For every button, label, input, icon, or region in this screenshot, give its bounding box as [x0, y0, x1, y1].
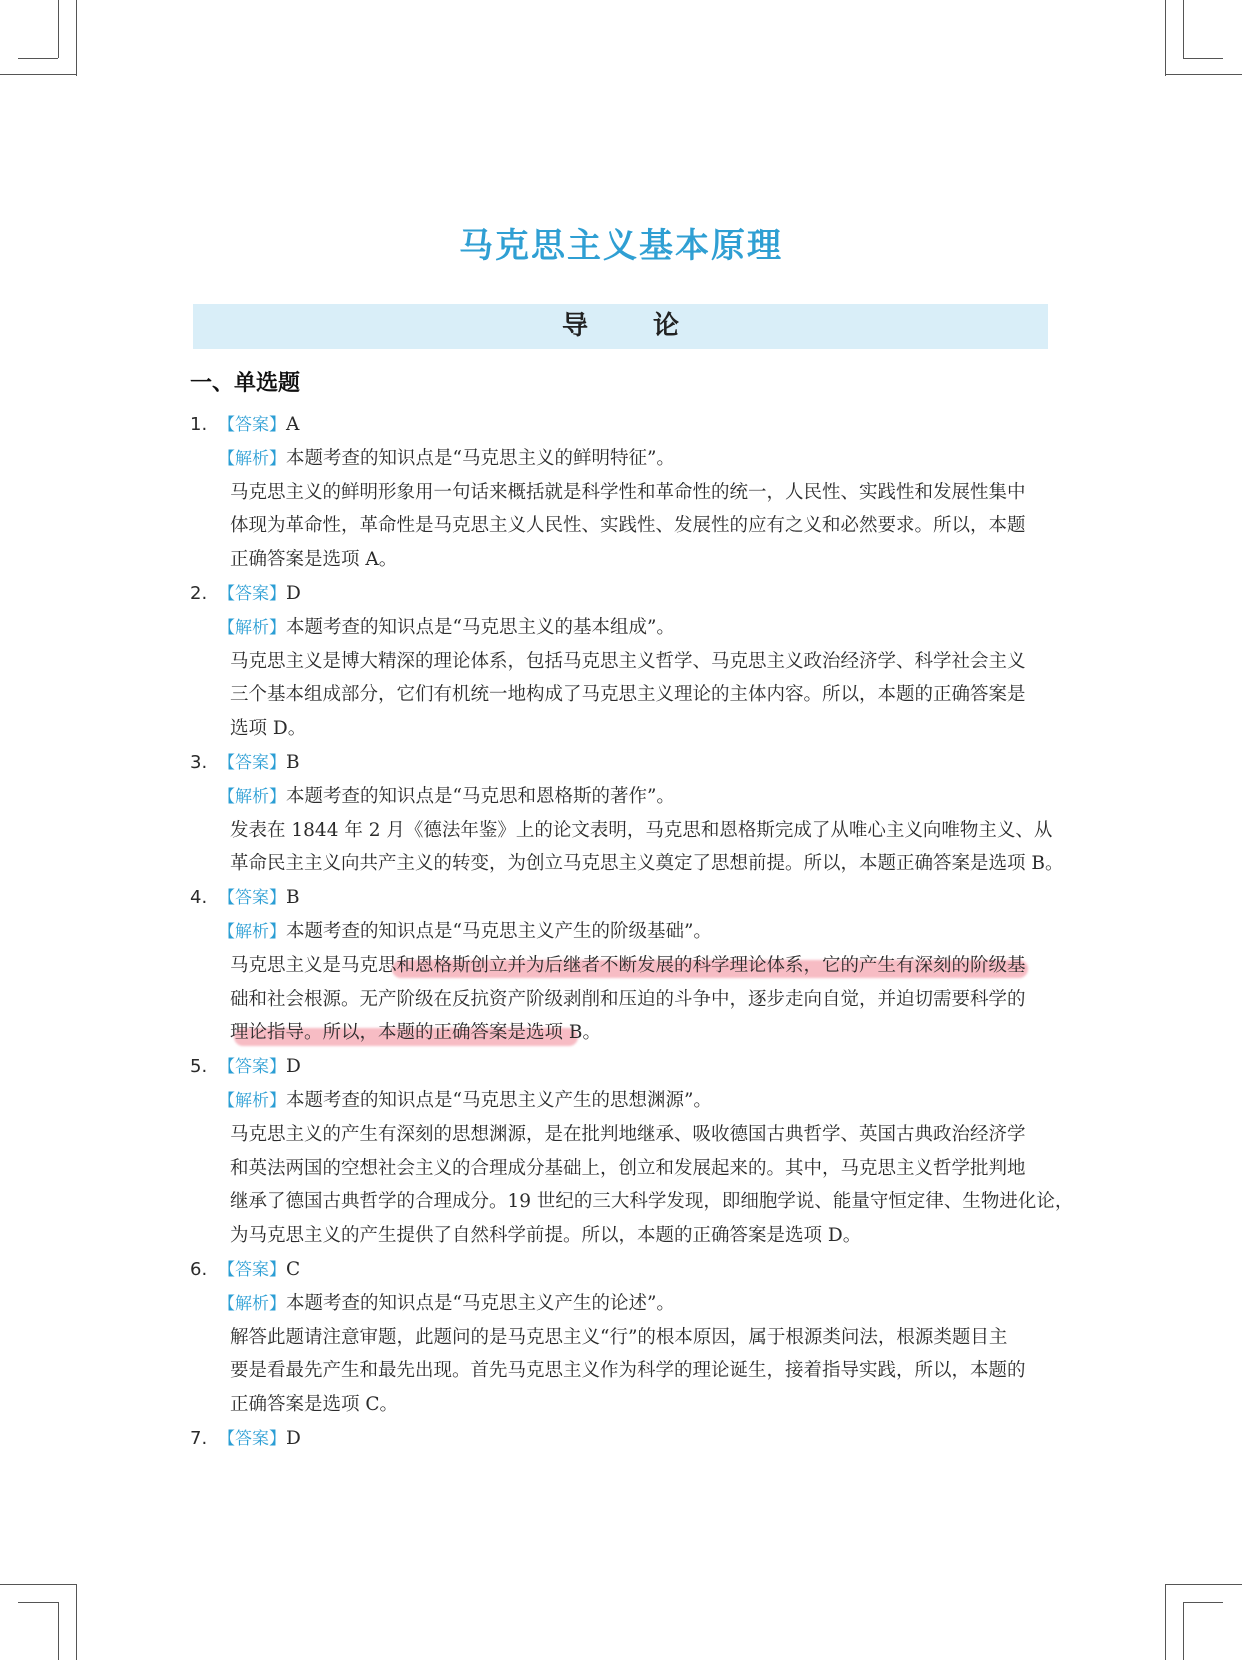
question-number: 6.	[190, 1259, 208, 1280]
analysis-tag: 【解析】	[218, 1293, 286, 1314]
explanation-line: 马克思主义的鲜明形象用一句话来概括就是科学性和革命性的统一，人民性、实践性和发展性集中	[230, 481, 1026, 503]
answer-line	[218, 1253, 300, 1287]
answer-tag: 【答案】	[218, 1260, 286, 1280]
analysis-text: 本题考查的知识点是“马克思主义产生的思想渊源”。	[286, 1090, 712, 1111]
answer-tag: 【答案】	[218, 415, 286, 435]
explanation-line: 解答此题请注意审题，此题问的是马克思主义“行”的根本原因，属于根源类问法，根源类题目主	[230, 1326, 1008, 1348]
answer-tag: 【答案】	[218, 1057, 286, 1078]
crop-mark-bottom-right-v2	[1183, 1602, 1184, 1660]
explanation-line: 体现为革命性，革命性是马克思主义人民性、实践性、发展性的应有之义和必然要求。所以，本题	[230, 515, 1026, 537]
analysis-line	[218, 442, 675, 476]
answer-line	[218, 408, 299, 442]
explanation-line: 三个基本组成部分，它们有机统一地构成了马克思主义理论的主体内容。所以，本题的正确答案是	[230, 684, 1026, 706]
explanation-line: 继承了德国古典哲学的合理成分。19 世纪的三大科学发现，即细胞学说、能量守恒定律、生物进化论，	[230, 1191, 1074, 1213]
analysis-text: 本题考查的知识点是“马克思主义的基本组成”。	[286, 616, 675, 638]
analysis-line	[218, 780, 675, 814]
crop-mark-top-left-v2	[58, 0, 59, 58]
answer-value: D	[286, 1428, 301, 1449]
explanation-line: 正确答案是选项 A。	[230, 549, 398, 571]
crop-mark-top-left-h	[0, 74, 76, 75]
analysis-tag: 【解析】	[218, 1091, 286, 1111]
explanation-line: 础和社会根源。无产阶级在反抗资产阶级剥削和压迫的斗争中，逐步走向自觉，并迫切需要科学的	[230, 988, 1026, 1010]
explanation-line: 为马克思主义的产生提供了自然科学前提。所以，本题的正确答案是选项 D。	[230, 1225, 862, 1247]
analysis-line	[218, 611, 675, 645]
explanation-line: 革命民主主义向共产主义的转变，为创立马克思主义奠定了思想前提。所以，本题正确答案是选项 B。	[230, 853, 1064, 875]
crop-mark-bottom-left-v	[76, 1584, 77, 1660]
crop-mark-top-right-v2	[1183, 0, 1184, 58]
question-number: 5.	[190, 1056, 208, 1078]
question-number: 2.	[190, 583, 208, 604]
crop-mark-bottom-right-v	[1165, 1584, 1166, 1660]
answer-line	[218, 1050, 301, 1084]
crop-mark-bottom-left-v2	[58, 1602, 59, 1660]
analysis-tag: 【解析】	[218, 448, 286, 469]
answer-tag: 【答案】	[218, 753, 286, 773]
crop-mark-top-left-h2	[18, 58, 58, 59]
answer-value: B	[286, 887, 300, 909]
crop-mark-top-left-v	[76, 0, 77, 76]
answer-tag: 【答案】	[218, 888, 286, 909]
section-heading: 一、单选题	[190, 371, 301, 396]
analysis-text: 本题考查的知识点是“马克思主义产生的论述”。	[286, 1292, 675, 1314]
analysis-line	[218, 915, 712, 949]
crop-mark-bottom-right-h	[1165, 1584, 1242, 1585]
answer-value: B	[286, 752, 300, 773]
explanation-line: 马克思主义是博大精深的理论体系，包括马克思主义哲学、马克思主义政治经济学、科学社会主义	[230, 650, 1026, 672]
explanation-line: 选项 D。	[230, 718, 307, 740]
answer-line	[218, 746, 300, 780]
analysis-tag: 【解析】	[218, 617, 286, 638]
chapter-heading: 导 论	[193, 304, 1048, 349]
explanation-line: 发表在 1844 年 2 月《德法年鉴》上的论文表明，马克思和恩格斯完成了从唯心主义向唯物主义、从	[230, 819, 1053, 841]
answer-line	[218, 577, 301, 611]
explanation-line: 马克思主义的产生有深刻的思想渊源，是在批判地继承、吸收德国古典哲学、英国古典政治经济学	[230, 1123, 1026, 1145]
answer-line	[218, 881, 300, 915]
explanation-line: 理论指导。所以，本题的正确答案是选项 B。	[230, 1022, 601, 1044]
analysis-text: 本题考查的知识点是“马克思主义产生的阶级基础”。	[286, 921, 712, 942]
answer-tag: 【答案】	[218, 1429, 286, 1449]
question-number: 4.	[190, 887, 208, 909]
crop-mark-bottom-left-h2	[18, 1602, 58, 1603]
explanation-line: 马克思主义是马克思和恩格斯创立并为后继者不断发展的科学理论体系，它的产生有深刻的阶级基	[230, 954, 1026, 976]
crop-mark-top-right-h2	[1183, 58, 1223, 59]
crop-mark-bottom-right-h2	[1183, 1602, 1223, 1603]
crop-mark-top-right-h	[1165, 74, 1242, 75]
crop-mark-top-right-v	[1165, 0, 1166, 76]
analysis-text: 本题考查的知识点是“马克思主义的鲜明特征”。	[286, 447, 675, 469]
question-number: 1.	[190, 414, 208, 435]
explanation-line: 和英法两国的空想社会主义的合理成分基础上，创立和发展起来的。其中，马克思主义哲学批判地	[230, 1157, 1026, 1179]
answer-value: D	[286, 583, 301, 604]
analysis-text: 本题考查的知识点是“马克思和恩格斯的著作”。	[286, 785, 675, 807]
answer-line	[218, 1422, 301, 1456]
analysis-line	[218, 1287, 675, 1321]
analysis-tag: 【解析】	[218, 786, 286, 807]
analysis-tag: 【解析】	[218, 922, 286, 942]
crop-mark-bottom-left-h	[0, 1584, 76, 1585]
explanation-line: 要是看最先产生和最先出现。首先马克思主义作为科学的理论诞生，接着指导实践，所以，本题的	[230, 1360, 1026, 1382]
answer-tag: 【答案】	[218, 584, 286, 604]
page-title: 马克思主义基本原理	[459, 226, 783, 266]
answer-value: D	[286, 1056, 301, 1078]
question-number: 3.	[190, 752, 208, 773]
answer-value: A	[286, 414, 300, 435]
answer-value: C	[286, 1259, 301, 1280]
analysis-line	[218, 1084, 712, 1118]
question-number: 7.	[190, 1428, 208, 1449]
explanation-line: 正确答案是选项 C。	[230, 1394, 399, 1416]
